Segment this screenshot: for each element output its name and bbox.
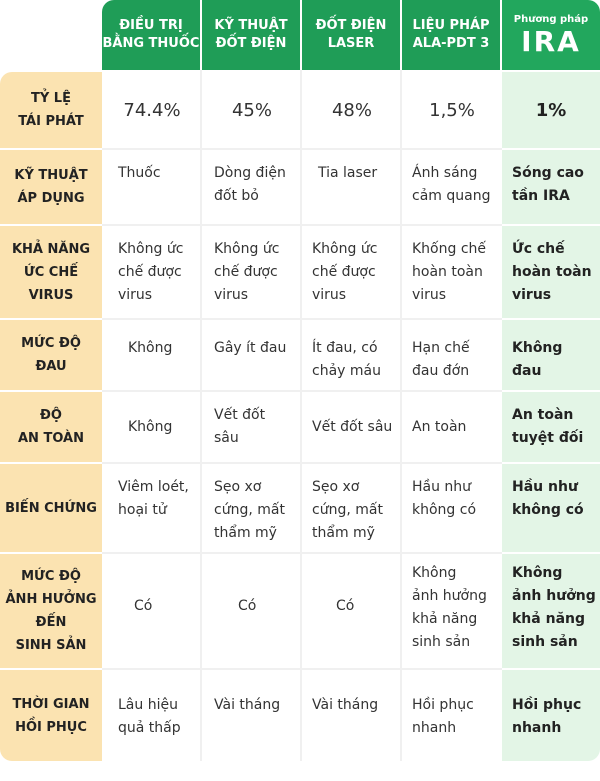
row-label-ky-thuat: KỸ THUẬT ÁP DỤNG (0, 150, 102, 224)
row-divider (102, 224, 502, 226)
col-divider (300, 70, 302, 761)
row-divider (102, 668, 502, 670)
cell-sinh-san-ira: Không ảnh hưởng khả năng sinh sản (502, 554, 600, 668)
cell-tai-phat-laser: 48% (331, 99, 372, 121)
cell-sinh-san-thuoc: Có (134, 597, 153, 614)
col-header-thuoc: ĐIỀU TRỊ BẰNG THUỐC (102, 0, 200, 70)
cell-hoi-phuc-laser: Vài tháng (312, 697, 379, 713)
cell-hoi-phuc-thuoc: Lâu hiệu quả thấp (118, 697, 181, 736)
row-divider (102, 318, 502, 320)
row-divider (102, 462, 502, 464)
row-label-bien-chung: BIẾN CHỨNG (0, 464, 102, 552)
cell-an-toan-thuoc: Không (128, 418, 173, 435)
cell-an-toan-laser: Vết đốt sâu (312, 418, 393, 435)
cell-hoi-phuc-ala: Hồi phục nhanh (412, 697, 474, 736)
row-divider (102, 390, 502, 392)
col-header-dot-dien: KỸ THUẬT ĐỐT ĐIỆN (202, 0, 300, 70)
row-divider (102, 552, 502, 554)
row-label-tai-phat: TỶ LỆ TÁI PHÁT (0, 72, 102, 148)
cell-dau-thuoc: Không (128, 340, 173, 356)
cell-sinh-san-laser: Có (336, 597, 355, 614)
col-header-ira (502, 0, 600, 70)
cell-tai-phat-thuoc: 74.4% (123, 99, 181, 121)
cell-kha-nang-dot-dien: Không ức chế được virus (214, 241, 280, 303)
ira-header-big: IRA (521, 25, 581, 58)
cell-tai-phat-dot-dien: 45% (231, 99, 272, 121)
cell-bien-chung-laser: Sẹo xơ cứng, mất thẩm mỹ (312, 479, 383, 541)
cell-bien-chung-ala: Hầu như không có (412, 479, 477, 518)
col-divider (200, 70, 202, 761)
row-label-sinh-san: MỨC ĐỘ ẢNH HƯỞNG ĐẾN SINH SẢN (0, 554, 102, 668)
cell-kha-nang-thuoc: Không ức chế được virus (118, 241, 184, 303)
cell-an-toan-ira: An toàn tuyệt đối (502, 392, 600, 462)
row-label-an-toan: ĐỘ AN TOÀN (0, 392, 102, 462)
row-label-kha-nang: KHẢ NĂNG ỨC CHẾ VIRUS (0, 226, 102, 318)
row-label-muc-do-dau: MỨC ĐỘ ĐAU (0, 320, 102, 390)
ira-header-small: Phương pháp (513, 14, 589, 25)
col-header-laser: ĐỐT ĐIỆN LASER (302, 0, 400, 70)
col-divider (400, 70, 402, 761)
col-header-ala: LIỆU PHÁP ALA-PDT 3 (402, 0, 500, 70)
cell-an-toan-ala: An toàn (412, 418, 467, 435)
cell-hoi-phuc-ira: Hồi phục nhanh (502, 670, 600, 761)
cell-bien-chung-thuoc: Viêm loét, hoại tử (118, 479, 189, 518)
cell-hoi-phuc-dot-dien: Vài tháng (214, 697, 281, 713)
cell-kha-nang-ala: Khống chế hoàn toàn virus (412, 241, 487, 303)
cell-dau-ala: Hạn chế đau đớn (412, 340, 470, 379)
cell-ky-thuat-dot-dien: Dòng điện đốt bỏ (214, 165, 286, 204)
cell-ky-thuat-laser: Tia laser (318, 165, 378, 181)
cell-dau-dot-dien: Gây ít đau (214, 340, 287, 356)
cell-bien-chung-ira: Hầu như không có (502, 464, 600, 552)
cell-an-toan-dot-dien: Vết đốt sâu (214, 407, 266, 446)
cell-sinh-san-dot-dien: Có (238, 597, 257, 614)
cell-dau-laser: Ít đau, có chảy máu (312, 340, 381, 379)
cell-sinh-san-ala: Không ảnh hưởng khả năng sinh sản (412, 565, 487, 650)
cell-tai-phat-ala: 1,5% (429, 99, 475, 121)
cell-kha-nang-ira: Ức chế hoàn toàn virus (502, 226, 600, 318)
cell-bien-chung-dot-dien: Sẹo xơ cứng, mất thẩm mỹ (214, 479, 285, 541)
cell-ky-thuat-thuoc: Thuốc (118, 165, 161, 181)
cell-dau-ira: Không đau (502, 320, 600, 390)
cell-kha-nang-laser: Không ức chế được virus (312, 241, 378, 303)
row-label-hoi-phuc: THỜI GIAN HỒI PHỤC (0, 670, 102, 761)
cell-ky-thuat-ala: Ánh sáng cảm quang (412, 165, 491, 204)
cell-ky-thuat-ira: Sóng cao tần IRA (502, 150, 600, 224)
cell-tai-phat-ira: 1% (502, 72, 600, 148)
row-divider (102, 148, 502, 150)
